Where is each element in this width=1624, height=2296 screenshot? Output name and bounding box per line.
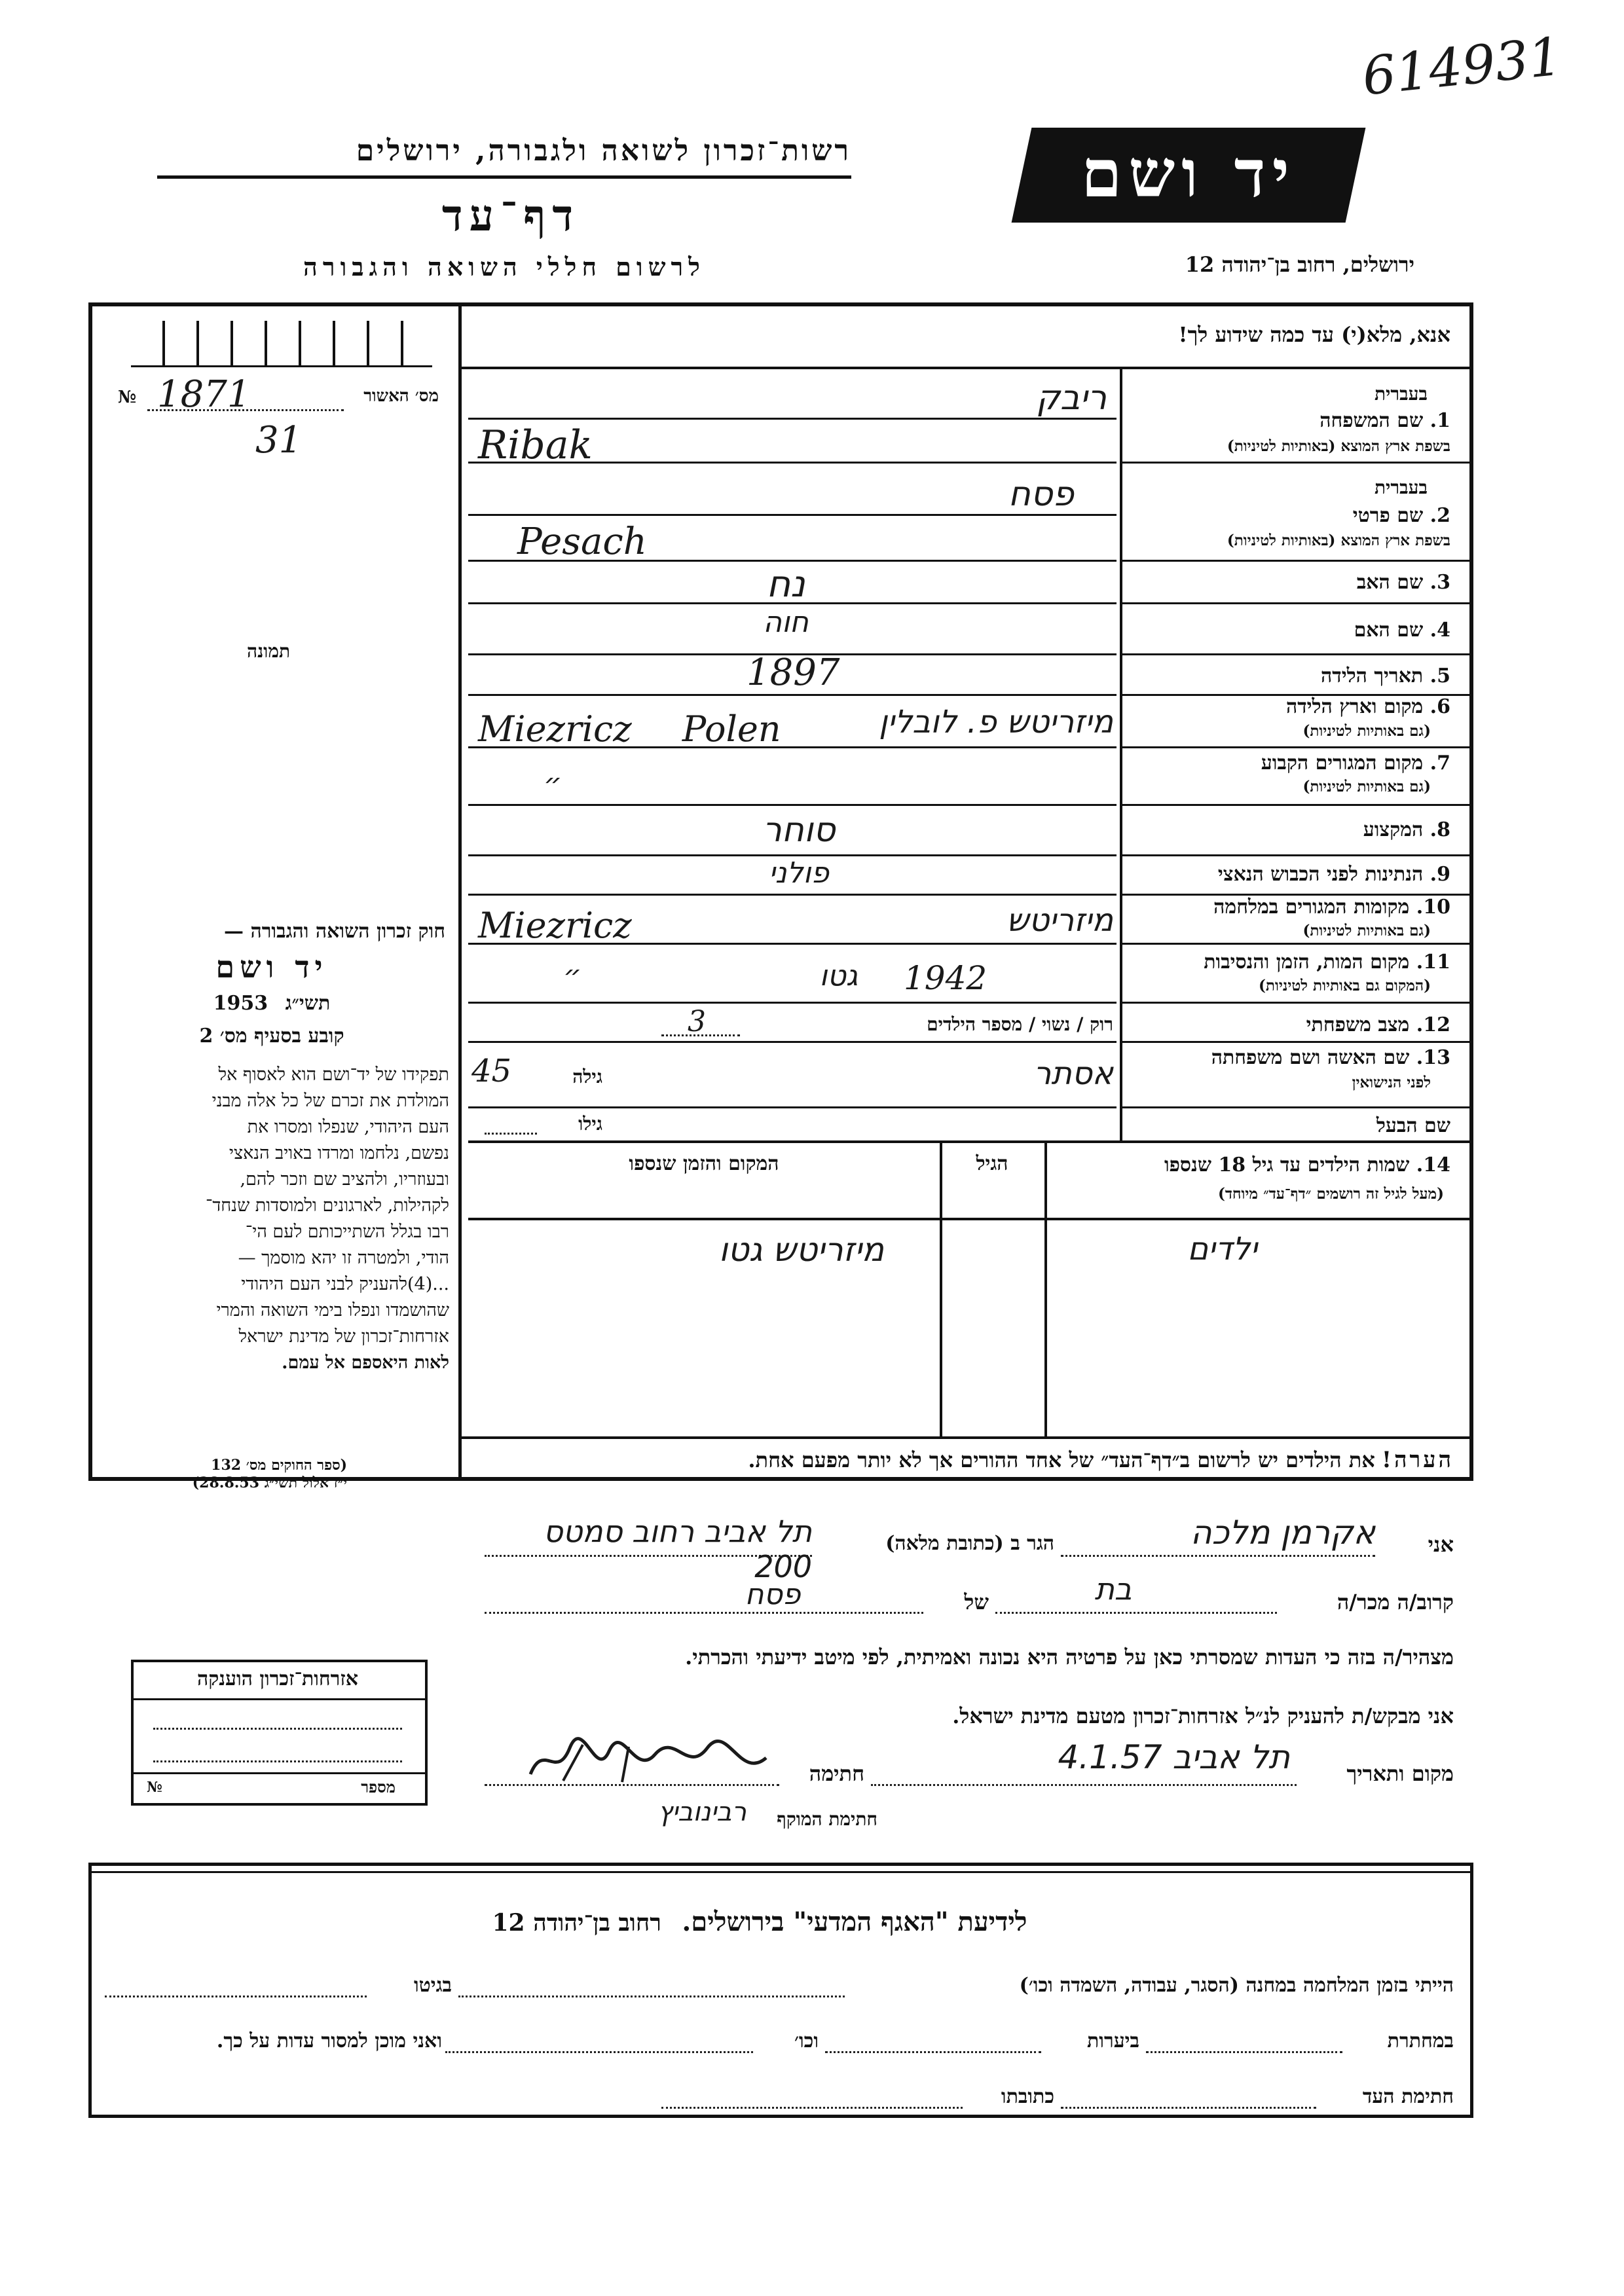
footer-line2-b: ביערות [1086, 2030, 1139, 2052]
label-column-divider [1120, 368, 1122, 1140]
f10-value-lat: Miezricz [478, 905, 632, 946]
f9-label [1126, 863, 1450, 886]
decl-of-line [485, 1612, 923, 1614]
f12-children: 3 [688, 1005, 706, 1038]
f7-label [1126, 752, 1450, 774]
f7-num: 7. [1430, 752, 1450, 774]
f11-num: 11. [1416, 951, 1450, 974]
f5-label-text: תאריך הלידה [1321, 665, 1424, 687]
decl-relative-line [995, 1612, 1277, 1614]
footer-line2-c: וכו׳ [794, 2030, 819, 2052]
header-address: ירושלים, רחוב בן־יהודה 12 [1185, 252, 1414, 277]
note-label: הערה! [1382, 1447, 1454, 1473]
decl-declare-text: מצהיר/ה בזה כי העדות שמסרתי כאן על פרטיה היא נכונה ואמיתית, לפי מיטב ידיעתי והכרתי. [685, 1645, 1454, 1669]
citizenship-title: אזרחות־זכרון הוענקה [196, 1667, 359, 1690]
f5-label [1126, 665, 1450, 687]
footer-heading-address: רחוב בן־יהודה 12 [492, 1909, 661, 1937]
intro-rule [462, 367, 1470, 369]
gazette-line2: י״ז אלול תשי״ג 28.8.53) [192, 1474, 347, 1491]
f9-label-text: הנתינות לפני הכבוש הנאצי [1217, 863, 1424, 886]
footer-heading-title: לידיעת "האגף המדעי" בירושלים. [682, 1906, 1027, 1937]
law-line: המולדת את זכרם של כל אלה מבני [212, 1091, 449, 1111]
f13-age-label: גילה [572, 1066, 602, 1087]
f2-heb-value: פסח [1008, 475, 1074, 514]
org-underline [157, 175, 851, 179]
citizenship-box [131, 1660, 428, 1806]
f14-sub: (מעל לגיל זה רושמים ״דף־עד״ מיוחד) [1217, 1185, 1444, 1203]
f2-lat-value: Pesach [517, 520, 647, 563]
f12-num: 12. [1416, 1013, 1450, 1036]
f13-age-value: 45 [471, 1053, 512, 1089]
footer-line2-d: ואני מוכן למסור עדות על כך. [216, 2030, 442, 2052]
decl-verifier-label: חתימת המוקף [777, 1808, 877, 1830]
decl-request-text: אני מבקש/ת להעניק לנ״ל אזרחות־זכרון מטעם מדינת ישראל. [952, 1704, 1454, 1728]
row-rule [1120, 653, 1470, 655]
f8-label [1126, 818, 1450, 841]
note [471, 1447, 1454, 1473]
row-rule [1120, 943, 1470, 945]
decl-place-date-label: מקום ותאריך [1346, 1761, 1454, 1786]
archive-number: 614931 [1359, 26, 1565, 107]
f13-label-text: שם האשה ושם משפחתה [1211, 1046, 1410, 1069]
row-rule [1120, 462, 1470, 464]
footer-line3-blank-2 [661, 2107, 963, 2109]
tick-strip [131, 321, 432, 367]
decl-signature-label: חתימה [809, 1761, 864, 1786]
f14-col-divider-1 [1044, 1142, 1047, 1436]
f6-value-lat: Miezricz Polen [478, 708, 781, 750]
gazette-line1: (ספר החוקים מס׳ 132 [211, 1457, 347, 1474]
decl-name-value: אקרמן מלכה [1190, 1514, 1375, 1552]
f1-label-text: שם המשפחה [1320, 409, 1424, 432]
f13-sub: לפני הנישואין [1352, 1074, 1431, 1091]
f3-label-text: שם האב [1356, 571, 1424, 594]
f14-place-value: מיזריטש גטו [718, 1231, 884, 1269]
cert-no-prefix: № [118, 388, 137, 407]
row-rule [1120, 1106, 1470, 1108]
f1-heb-value: ריבק [1036, 378, 1107, 418]
frame-right [1469, 302, 1473, 1481]
law-clause: קובע בסעיף מס׳ 2 [199, 1025, 344, 1048]
f9-num: 9. [1430, 863, 1450, 886]
f1-num: 1. [1430, 409, 1450, 432]
footer-frame-left [88, 1863, 92, 2118]
f7-value: ״ [544, 767, 563, 801]
f14-place-header: המקום והזמן שנספו [629, 1152, 779, 1175]
law-line: ...(4)להעניק לבני העם היהודי [241, 1274, 449, 1294]
fill-line [468, 418, 1116, 420]
f2-label [1126, 504, 1450, 527]
f13-value: אסתר [1033, 1055, 1113, 1092]
f14-label-text: שמות הילדים עד גיל 18 שנספו [1164, 1154, 1410, 1176]
f10-sub: (גם באותיות לטיניות) [1302, 922, 1431, 939]
frame-left [88, 302, 92, 1481]
f14-child-value: ילדים [1187, 1231, 1257, 1267]
cert-no-sub: 31 [255, 419, 303, 462]
logo-text: יד ושם [1081, 135, 1296, 212]
f4-num: 4. [1430, 619, 1450, 642]
row-rule [1120, 1002, 1470, 1004]
footer-line1-a: הייתי בזמן המלחמה במחנה (הסגר, עבודה, השמדה וכו׳) [1019, 1974, 1454, 1997]
law-text [97, 1062, 449, 1376]
f13-label [1126, 1046, 1450, 1069]
f5-num: 5. [1430, 665, 1450, 687]
f10-label [1126, 896, 1450, 919]
law-line: הודי, ולמטרה זו יהא מוסמך — [238, 1248, 449, 1268]
footer-line1-b: בגיטו [413, 1974, 452, 1997]
f14-age-header: הגיל [976, 1152, 1008, 1175]
fill-line [468, 1002, 1116, 1004]
footer-line3-b: כתובתו [1001, 2085, 1054, 2108]
f4-value: חוה [763, 606, 809, 639]
f14-num: 14. [1416, 1154, 1450, 1176]
f4-label-text: שם האם [1354, 619, 1424, 642]
footer-frame-bottom [88, 2115, 1473, 2118]
cert-no-value: 1871 [157, 373, 251, 416]
form-title: דף־עד [441, 190, 580, 241]
f7-label-text: מקום המגורים הקבוע [1261, 752, 1424, 774]
law-line: אזרחות־זכרון של מדינת ישראל [238, 1326, 449, 1347]
f9-value: פולני [769, 856, 829, 890]
law-line: לאות היאספם אל עמם. [282, 1353, 449, 1373]
f7-sub: (גם באותיות לטיניות) [1302, 778, 1431, 795]
f10-value-heb: מיזריטש [1006, 902, 1113, 939]
footer-line1-blank-2 [105, 1995, 367, 1997]
f8-num: 8. [1430, 818, 1450, 841]
f1-lat-value: Ribak [478, 422, 593, 468]
citizenship-number-rule [134, 1772, 425, 1774]
decl-lives-label: הגר ב (כתובת מלאה) [885, 1532, 1054, 1555]
citizenship-line-2 [153, 1760, 402, 1762]
husband-label: שם הבעל [1376, 1114, 1450, 1137]
f12-options: רוק / נשוי / מספר הילדים [927, 1013, 1113, 1035]
form-subtitle: לרשום חללי השואה והגבורה [303, 252, 705, 282]
f6-sub: (גם באותיות לטיניות) [1302, 722, 1431, 740]
f1-heb-tag: בעברית [1374, 383, 1428, 405]
decl-verifier-value: רבינוביץ [657, 1797, 747, 1827]
f10-label-text: מקומות המגורים במלחמה [1213, 896, 1410, 919]
fill-line [468, 1140, 1470, 1143]
f11-value-year: 1942 [904, 959, 987, 997]
law-line: נפשם, נלחמו ומרדו באויב הנאצי [229, 1143, 449, 1163]
f1-lat-tag: בשפת ארץ המוצא (באותיות לטיניות) [1227, 437, 1450, 455]
f14-header-rule [468, 1218, 1470, 1220]
husband-age-label: גילו [578, 1113, 602, 1135]
f11-value-detail: גטו [819, 959, 858, 993]
f13-num: 13. [1416, 1046, 1450, 1069]
f11-label-text: מקום המות, הזמן והנסיבות [1204, 951, 1410, 974]
law-year [98, 992, 445, 1015]
footer-line2-blank-3 [445, 2051, 753, 2053]
footer-heading [327, 1906, 1192, 1937]
footer-frame-right [1470, 1863, 1473, 2118]
fill-line [468, 694, 1116, 696]
photo-label: תמונה [246, 640, 291, 662]
footer-line2-blank-2 [825, 2051, 1041, 2053]
row-rule [1120, 854, 1470, 856]
citizenship-number-prefix: № [147, 1779, 162, 1796]
footer-line1-blank-1 [458, 1995, 845, 1997]
f3-label [1126, 571, 1450, 594]
citizenship-title-rule [134, 1698, 425, 1700]
f5-value: 1897 [747, 651, 840, 694]
citizenship-line-1 [153, 1728, 402, 1730]
law-title: חוק זכרון השואה והגבורה — [224, 920, 445, 943]
footer-rule-1 [88, 1863, 1473, 1866]
f2-heb-tag: בעברית [1374, 477, 1428, 498]
row-rule [1120, 746, 1470, 748]
f8-value: סוחר [762, 811, 836, 850]
row-rule [1120, 1041, 1470, 1043]
footer-rule-2 [88, 1871, 1473, 1873]
f14-col-divider-2 [940, 1142, 942, 1436]
f11-sub: (המקום גם באותיות לטיניות) [1259, 977, 1431, 994]
law-logo: יד ושם [215, 949, 328, 985]
f11-label [1126, 951, 1450, 974]
footer-line2-a: במחתרת [1387, 2030, 1454, 2052]
law-line: רבו בגלל השתייכותם לעם הי־ [245, 1222, 449, 1242]
law-line: תפקידו של יד־ושם הוא לאסוף אל [218, 1065, 449, 1085]
decl-signature-scribble [524, 1735, 773, 1787]
fill-line [468, 894, 1116, 896]
f6-label-text: מקום וארץ הלידה [1285, 695, 1424, 718]
f6-num: 6. [1430, 695, 1450, 718]
intro: אנא, מלא(י) עד כמה שידוע לך! [1178, 322, 1450, 347]
decl-of-value: פסח [745, 1578, 801, 1611]
f6-label [1126, 695, 1450, 718]
fill-line [468, 1041, 1116, 1043]
signature-icon [524, 1735, 773, 1787]
law-year-heb: תשי״ג [285, 992, 331, 1015]
decl-relative-value: בת [1094, 1571, 1132, 1607]
decl-relative-label: קרוב/ה מכר/ה [1337, 1590, 1454, 1614]
footer-line3-blank-1 [1061, 2107, 1316, 2109]
f4-label [1126, 619, 1450, 642]
decl-name-line [1061, 1555, 1375, 1557]
row-rule [1120, 602, 1470, 604]
fill-line [468, 804, 1116, 806]
f12-label-text: מצב משפחתי [1306, 1013, 1410, 1036]
row-rule [1120, 804, 1470, 806]
f10-num: 10. [1416, 896, 1450, 919]
org-line: רשות־זכרון לשואה ולגבורה, ירושלים [356, 134, 851, 168]
decl-i-label: אני [1428, 1532, 1454, 1557]
cert-no-label: מס׳ האשור [363, 386, 439, 406]
fill-line [468, 1106, 1116, 1108]
law-line: העם היהודי, שנפלו ומסרו את [247, 1117, 449, 1137]
footer-line2-blank-1 [1146, 2051, 1342, 2053]
f6-value-heb: מיזריטש פ. לובלין [879, 704, 1113, 740]
f2-lat-tag: בשפת ארץ המוצא (באותיות לטיניות) [1227, 532, 1450, 549]
note-text: את הילדים יש לרשום ב״דף־העד״ של אחד ההורים אך לא יותר מפעם אחת. [748, 1448, 1375, 1472]
f8-label-text: המקצוע [1363, 818, 1424, 841]
husband-age-line [485, 1133, 537, 1135]
decl-place-date-value: תל אביב 4.1.57 [1058, 1738, 1290, 1776]
f3-value: נח [766, 563, 805, 606]
law-year-greg: 1953 [213, 992, 268, 1015]
row-rule [1120, 560, 1470, 562]
f11-value-place: ״ [563, 959, 582, 993]
f3-num: 3. [1430, 571, 1450, 594]
citizenship-number-label: מספר [361, 1777, 396, 1796]
law-line: שהושמדו ונפלו בימי השואה והמרי [216, 1300, 449, 1321]
law-line: לקהילות, לארגונים ולמוסדות שנחד־ [205, 1195, 449, 1216]
f2-label-text: שם פרטי [1352, 504, 1424, 527]
decl-place-date-line [871, 1784, 1297, 1786]
tick-baseline [131, 365, 432, 367]
law-line: ובעוזריו, ולהציב שם וזכר להם, [240, 1169, 449, 1190]
decl-of-label: של [964, 1590, 989, 1614]
decl-address-value: תל אביב רחוב סמטס 200 [543, 1514, 812, 1584]
f1-label [1126, 409, 1450, 432]
f2-num: 2. [1430, 504, 1450, 527]
left-panel-divider [458, 302, 462, 1481]
f12-label [1126, 1013, 1450, 1036]
f14-label [1048, 1154, 1450, 1176]
frame-top [88, 302, 1473, 306]
footer-line3-a: חתימת העד [1362, 2085, 1454, 2108]
note-top-rule [462, 1436, 1470, 1439]
fill-line [468, 514, 1116, 516]
